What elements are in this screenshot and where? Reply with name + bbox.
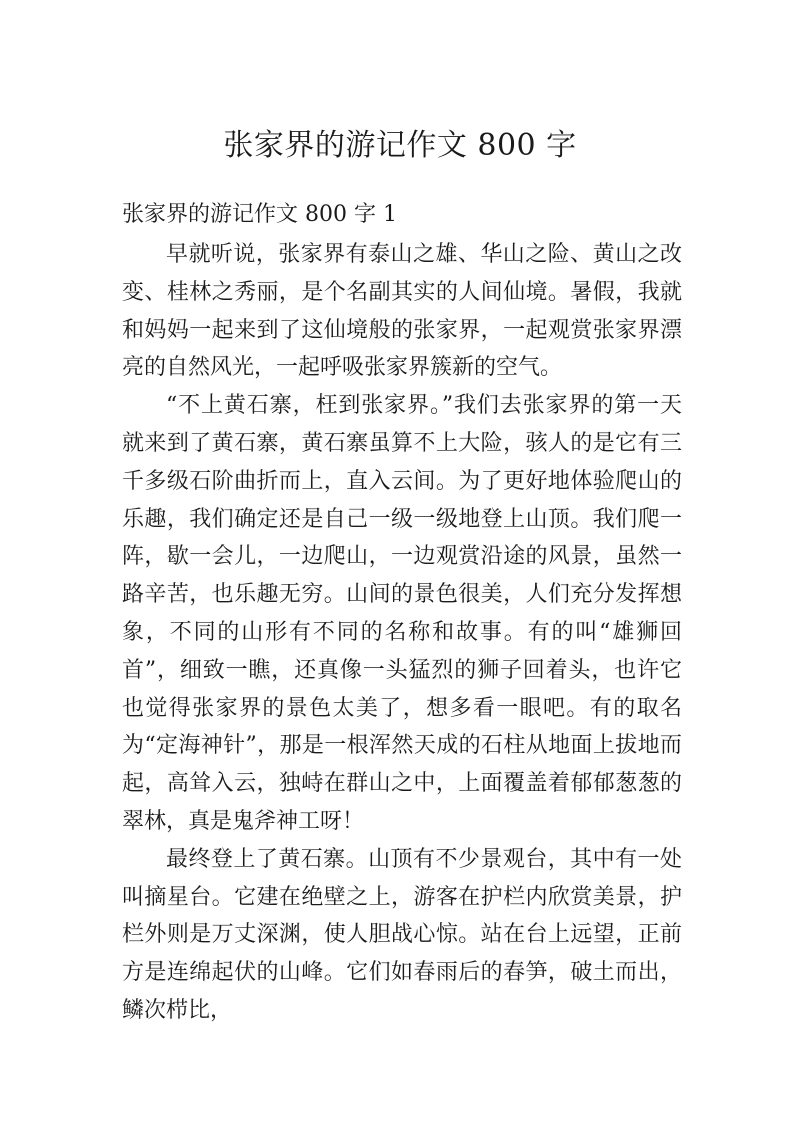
page-title: 张家界的游记作文 800 字 [223,128,577,163]
paragraph: 早就听说，张家界有泰山之雄、华山之险、黄山之改变、桂林之秀丽，是个名副其实的人间仙境。暑假，我就和妈妈一起来到了这仙境般的张家界，一起观赏张家界漂亮的自然风光，一起呼吸张家界簇新的空气。 [122,242,682,381]
paragraph: 最终登上了黄石寨。山顶有不少景观台，其中有一处叫摘星台。它建在绝壁之上，游客在护栏内欣赏美景，护栏外则是万丈深渊，使人胆战心惊。站在台上远望，正前方是连绵起伏的山峰。它们如春雨后的春笋，破土而出，鳞次栉比， [122,846,682,1023]
body-text [122,236,682,1030]
paragraph: “不上黄石寨，枉到张家界。”我们去张家界的第一天就来到了黄石寨，黄石寨虽算不上大险，骇人的是它有三千多级石阶曲折而上，直入云间。为了更好地体验爬山的乐趣，我们确定还是自己一级一级地登上山顶。我们爬一阵，歇一会儿，一边爬山，一边观赏沿途的风景，虽然一路辛苦，也乐趣无穷。山间的景色很美，人们充分发挥想象，不同的山形有不同的名称和故事。有的叫“雄狮回首”，细致一瞧，还真像一头猛烈的狮子回着头，也许它也觉得张家界的景色太美了，想多看一眼吧。有的取名为“定海神针”，那是一根浑然天成的石柱从地面上拔地而起，高耸入云，独峙在群山之中，上面覆盖着郁郁葱葱的翠林，真是鬼斧神工呀！ [122,393,682,834]
section-heading: 张家界的游记作文 800 字 1 [122,202,397,227]
